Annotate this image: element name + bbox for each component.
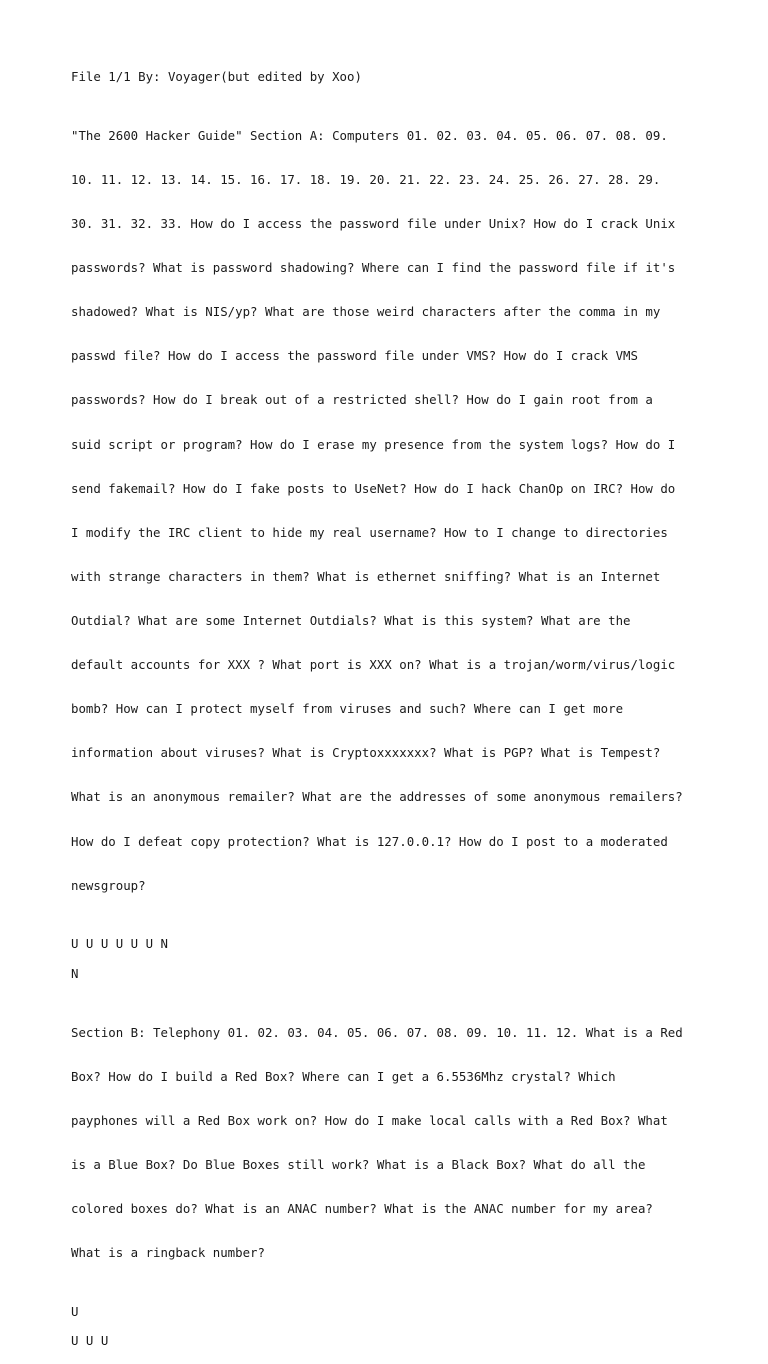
section-a-line: send fakemail? How do I fake posts to UseNet? How do I hack ChanOp on IRC? How do [71,480,676,496]
section-a-line: "The 2600 Hacker Guide" Section A: Computers 01. 02. 03. 04. 05. 06. 07. 08. 09. [71,127,668,143]
section-b-line: What is a ringback number? [71,1245,265,1261]
section-a-line: passwd file? How do I access the password file under VMS? How do I crack VMS [71,348,638,364]
marks-line: U U U [71,1333,109,1349]
section-a-line: newsgroup? [71,877,146,893]
section-a-line: suid script or program? How do I erase my presence from the system logs? How do I [71,436,676,452]
section-b-line: payphones will a Red Box work on? How do I make local calls with a Red Box? What [71,1112,668,1128]
section-a-line: information about viruses? What is Cryptoxxxxxxx? What is PGP? What is Tempest? [71,745,661,761]
section-a-line: Outdial? What are some Internet Outdials? What is this system? What are the [71,613,631,628]
section-a-line: I modify the IRC client to hide my real username? How to I change to directories [71,524,668,540]
document-header: File 1/1 By: Voyager(but edited by Xoo) [71,69,362,84]
section-a-line: passwords? How do I break out of a restricted shell? How do I gain root from a [71,392,653,408]
section-b-line: colored boxes do? What is an ANAC number? What is the ANAC number for my area? [71,1201,653,1217]
section-b-paragraph [71,996,711,1290]
section-b-line: is a Blue Box? Do Blue Boxes still work? What is a Black Box? What do all the [71,1156,646,1172]
section-a-line: default accounts for XXX ? What port is XXX on? What is a trojan/worm/virus/logic [71,657,676,673]
section-a-line: 30. 31. 32. 33. How do I access the password file under Unix? How do I crack Unix [71,216,676,232]
section-b-line: Box? How do I build a Red Box? Where can I get a 6.5536Mhz crystal? Which [71,1068,616,1084]
marks-line: U U U U U U N [71,936,168,952]
section-b-line: Section B: Telephony 01. 02. 03. 04. 05. 06. 07. 08. 09. 10. 11. 12. What is a Red [71,1024,683,1040]
section-a-line: bomb? How can I protect myself from viruses and such? Where can I get more [71,701,624,717]
document-page [71,70,711,1364]
marks-line: U [71,1303,79,1319]
section-a-line: How do I defeat copy protection? What is 127.0.0.1? How do I post to a moderated [71,833,668,849]
marks-line: N [71,965,79,981]
section-a-line: with strange characters in them? What is ethernet sniffing? What is an Internet [71,568,661,584]
section-a-line: What is an anonymous remailer? What are the addresses of some anonymous remailers? [71,789,683,805]
section-a-line: shadowed? What is NIS/yp? What are those weird characters after the comma in my [71,304,661,320]
section-a-paragraph [71,99,711,922]
section-a-line: 10. 11. 12. 13. 14. 15. 16. 17. 18. 19. 20. 21. 22. 23. 24. 25. 26. 27. 28. 29. [71,171,661,187]
section-a-line: passwords? What is password shadowing? Where can I find the password file if it's [71,260,676,276]
